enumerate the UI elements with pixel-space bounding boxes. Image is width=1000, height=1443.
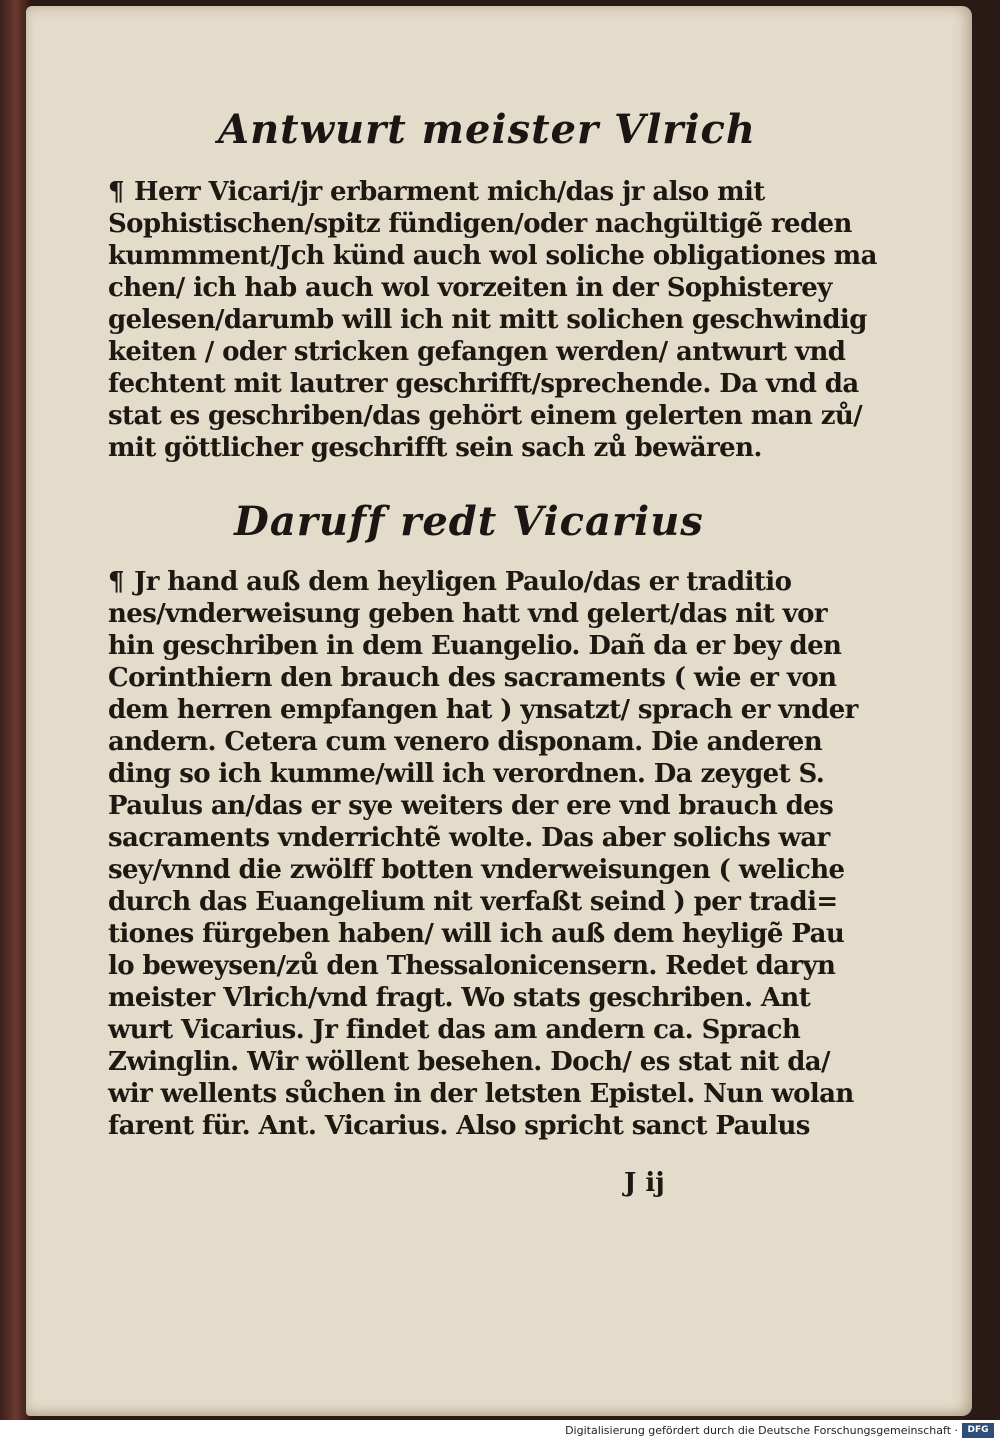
signature-mark: J ij [624, 1168, 665, 1198]
text-line: ¶ Herr Vicari/jr erbarment mich/das jr also mit [108, 177, 765, 207]
text-line: ding so ich kumme/will ich verordnen. Da zeyget S. [108, 759, 825, 789]
text-line: mit göttlicher geschrifft sein sach zů bewären. [108, 433, 762, 463]
book-page [26, 6, 972, 1416]
text-line: sey/vnnd die zwölff botten vnderweisungen ( weliche [108, 855, 845, 885]
text-line: chen/ ich hab auch wol vorzeiten in der Sophisterey [108, 273, 832, 303]
text-line: tiones fürgeben haben/ will ich auß dem heyligẽ Pau [108, 919, 845, 949]
text-line: Corinthiern den brauch des sacraments ( wie er von [108, 663, 837, 693]
text-line: hin geschriben in dem Euangelio. Dañ da er bey den [108, 631, 842, 661]
text-line: nes/vnderweisung geben hatt vnd gelert/das nit vor [108, 599, 827, 629]
text-line: gelesen/darumb will ich nit mitt solichen geschwindig [108, 305, 867, 335]
footer-bar [0, 1420, 1000, 1443]
text-line: kummment/Jch künd auch wol soliche obligationes ma [108, 241, 877, 271]
text-line: stat es geschriben/das gehört einem gelerten man zů/ [108, 401, 863, 431]
text-line: farent für. Ant. Vicarius. Also spricht sanct Paulus [108, 1111, 810, 1141]
funding-credit: Digitalisierung gefördert durch die Deutsche Forschungsgemeinschaft · [565, 1424, 958, 1437]
text-line: Sophistischen/spitz fündigen/oder nachgültigẽ reden [108, 209, 852, 239]
text-line: lo beweysen/zů den Thessalonicensern. Redet daryn [108, 951, 836, 981]
heading-antwurt: Antwurt meister Vlrich [218, 106, 756, 153]
text-line: andern. Cetera cum venero disponam. Die anderen [108, 727, 823, 757]
text-line: durch das Euangelium nit verfaßt seind ) per tradi= [108, 887, 838, 917]
text-line: wir wellents sůchen in der letsten Epistel. Nun wolan [108, 1079, 854, 1109]
text-line: keiten / oder stricken gefangen werden/ antwurt vnd [108, 337, 846, 367]
text-line: meister Vlrich/vnd fragt. Wo stats geschriben. Ant [108, 983, 811, 1013]
pilcrow-mark: ¶ [108, 177, 124, 207]
text-line: fechtent mit lautrer geschrifft/sprechende. Da vnd da [108, 369, 859, 399]
heading-daruff: Daruff redt Vicarius [234, 498, 704, 545]
dfg-logo: DFG [962, 1423, 994, 1438]
text-line: dem herren empfangen hat ) ynsatzt/ sprach er vnder [108, 695, 858, 725]
text-line: Zwinglin. Wir wöllent besehen. Doch/ es stat nit da/ [108, 1047, 830, 1077]
pilcrow-mark: ¶ [108, 567, 124, 597]
text-line: ¶ Jr hand auß dem heyligen Paulo/das er traditio [108, 567, 792, 597]
text-line: Paulus an/das er sye weiters der ere vnd brauch des [108, 791, 834, 821]
text-line: sacraments vnderrichtẽ wolte. Das aber solichs war [108, 823, 830, 853]
text-line: wurt Vicarius. Jr findet das am andern ca. Sprach [108, 1015, 801, 1045]
